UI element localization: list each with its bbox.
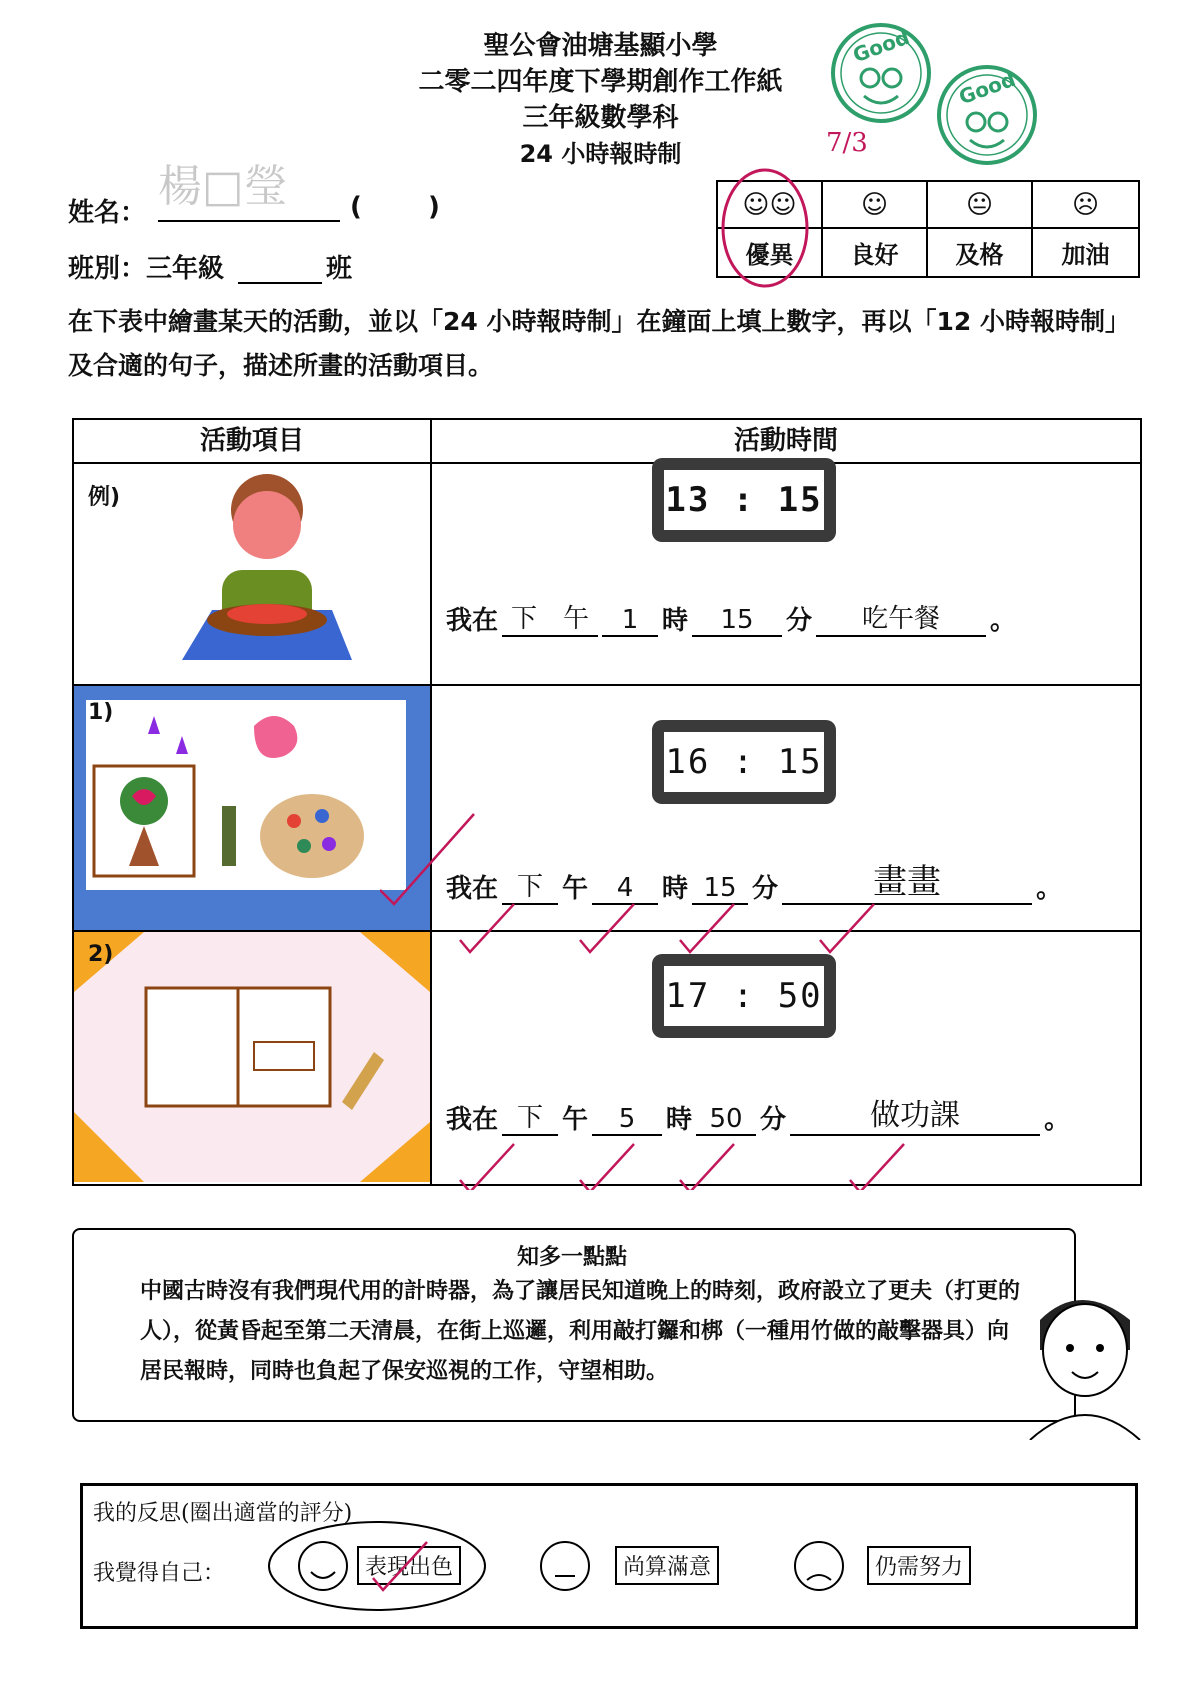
class-suffix: 班 xyxy=(326,254,353,284)
hour-suffix: 時 xyxy=(662,874,689,904)
name-field[interactable]: 楊□瑩 xyxy=(158,150,340,222)
minute-field: 15 xyxy=(692,873,748,905)
tick-marks xyxy=(380,790,1000,1190)
row-label-1: 1) xyxy=(88,700,114,725)
sentence-end: 。 xyxy=(1036,874,1063,904)
minute-suffix: 分 xyxy=(786,606,813,636)
face-good-icon: ☺ xyxy=(823,182,928,229)
minute-suffix: 分 xyxy=(760,1105,787,1135)
minute-suffix: 分 xyxy=(752,874,779,904)
paren-open: ( xyxy=(350,192,362,222)
hour-suffix: 時 xyxy=(666,1105,693,1135)
reflection-prompt: 我覺得自己： xyxy=(93,1561,226,1586)
score-mark: 7/3 xyxy=(826,128,868,158)
subject-title: 三年級數學科 xyxy=(522,103,679,133)
hour-field: 5 xyxy=(592,1104,662,1136)
teacher-illustration xyxy=(1010,1280,1160,1440)
class-field[interactable] xyxy=(238,252,322,284)
rating-good: 良好 xyxy=(823,229,928,276)
instructions: 在下表中繪畫某天的活動，並以「24 小時報時制」在鐘面上填上數字，再以「12 小時報時制」及合適的句子，描述所畫的活動項目。 xyxy=(68,307,1130,380)
clock-1-display: 16 : 15 xyxy=(665,742,823,782)
col-time: 活動時間 xyxy=(733,426,838,456)
homework-drawing xyxy=(74,932,430,1182)
rating-try: 加油 xyxy=(1061,241,1110,269)
minute-field: 50 xyxy=(696,1104,756,1136)
activity-field: 做功課 xyxy=(790,1090,1040,1136)
sentence-prefix: 我在 xyxy=(446,606,499,636)
option-excellent[interactable]: 表現出色 xyxy=(357,1546,461,1585)
sentence-example xyxy=(446,598,1016,637)
option-circle-mark xyxy=(263,1516,493,1616)
row-label-2: 2) xyxy=(88,942,114,967)
row-label-example: 例) xyxy=(88,485,121,510)
paren-close: ) xyxy=(428,192,440,222)
col-activity: 活動項目 xyxy=(199,426,304,456)
stamp-text-2: Good xyxy=(955,66,1019,110)
sentence-end: 。 xyxy=(1044,1105,1071,1135)
face-pass-icon: 😐 xyxy=(928,182,1033,229)
hour-field: 1 xyxy=(602,605,658,637)
hour-field: 4 xyxy=(592,873,658,905)
neutral-face-icon xyxy=(535,1534,595,1604)
term-title: 二零二四年度下學期創作工作紙 xyxy=(418,67,783,97)
school-name: 聖公會油塘基顯小學 xyxy=(483,31,718,61)
sentence-end: 。 xyxy=(990,606,1017,636)
minute-field: 15 xyxy=(692,605,782,637)
period-suffix: 午 xyxy=(562,874,589,904)
painting-drawing xyxy=(74,686,430,930)
face-try-icon: ☹ xyxy=(1033,182,1138,229)
reflection-title: 我的反思(圈出適當的評分) xyxy=(93,1501,353,1526)
knowledge-title: 知多一點點 xyxy=(516,1245,627,1270)
face-excellent-icon: ☺☺ xyxy=(718,182,823,229)
sentence-prefix: 我在 xyxy=(446,1105,499,1135)
rating-excellent: 優異 xyxy=(718,229,823,276)
clock-2-display: 17 : 50 xyxy=(665,976,823,1016)
hour-suffix: 時 xyxy=(662,606,689,636)
activity-field: 畫畫 xyxy=(782,854,1032,905)
period-field: 下 午 xyxy=(502,598,598,637)
clock-example-display: 13 : 15 xyxy=(665,480,823,520)
rating-pass: 及格 xyxy=(928,229,1033,276)
period-field: 下 xyxy=(502,1097,558,1136)
class-label: 班別：三年級 xyxy=(68,254,225,284)
reflection-box xyxy=(80,1483,1138,1629)
option-try-harder[interactable]: 仍需努力 xyxy=(867,1546,971,1585)
period-field: 下 xyxy=(502,866,558,905)
eating-boy-illustration xyxy=(182,470,352,670)
stamp-text-1: Good xyxy=(849,24,913,68)
topic-title: 24 小時報時制 xyxy=(519,140,682,168)
name-label: 姓名： xyxy=(68,198,147,228)
frown-face-icon xyxy=(789,1534,849,1604)
clock-example xyxy=(652,458,836,542)
sentence-prefix: 我在 xyxy=(446,874,499,904)
knowledge-text: 中國古時沒有我們現代用的計時器，為了讓居民知道晚上的時刻，政府設立了更夫（打更的人），從黃昏起至第二天清晨，在街上巡邏，利用敲打鑼和梆（一種用竹做的敲擊器具）向居民報時，同時也負起了保安巡視的工作，守望相助。 xyxy=(140,1279,1021,1384)
period-suffix: 午 xyxy=(562,1105,589,1135)
option-satisfied[interactable]: 尚算滿意 xyxy=(615,1546,719,1585)
activity-field: 吃午餐 xyxy=(816,598,986,637)
rating-circle-mark xyxy=(710,150,820,290)
